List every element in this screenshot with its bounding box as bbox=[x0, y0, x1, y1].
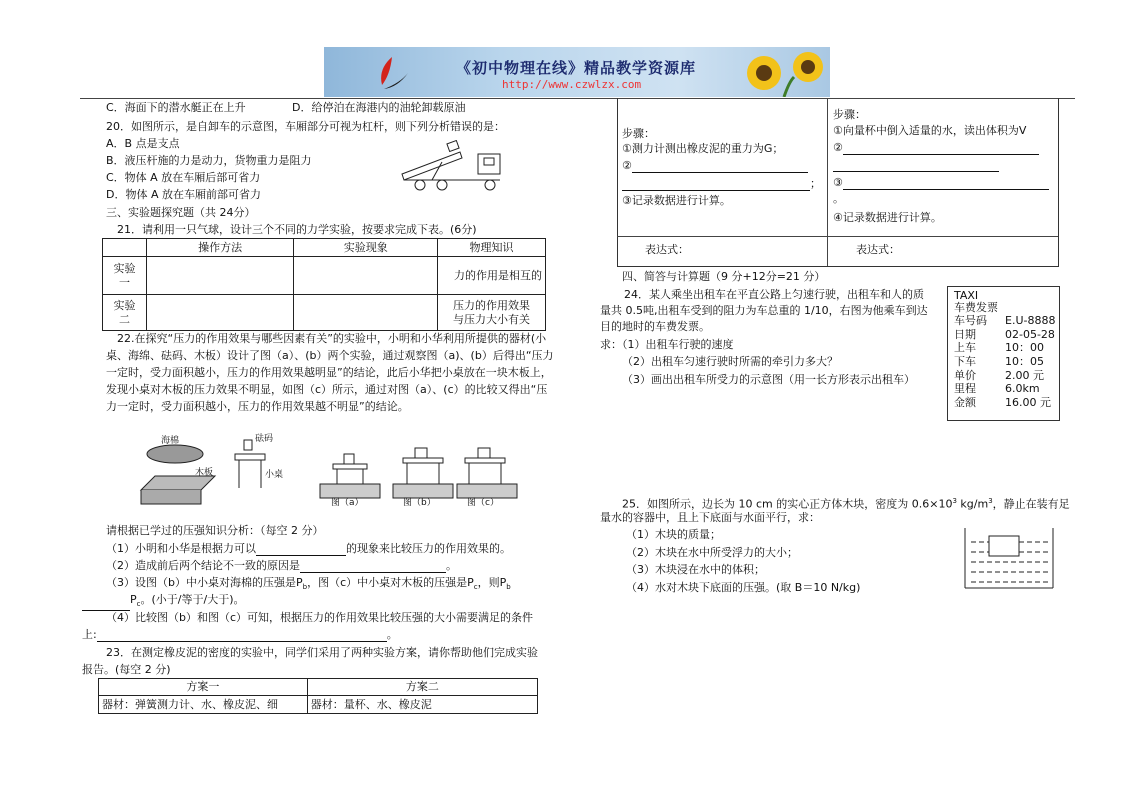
receipt-value: 6.0km bbox=[1005, 382, 1040, 395]
plan1-expression: 表达式： bbox=[645, 243, 689, 256]
q24-text-line: 求：（1）出租车行驶的速度 bbox=[600, 338, 734, 351]
plan2-step1: ①向量杯中倒入适量的水，读出体积为V bbox=[833, 124, 1027, 137]
q22-text-line: 力一定时，受力面积越小，压力的作用效果越不明显”的结论。 bbox=[106, 400, 409, 413]
blank-field[interactable] bbox=[256, 544, 346, 556]
q23-text-line: 23．在测定橡皮泥的密度的实验中，同学们采用了两种实验方案，请你帮助他们完成实验 bbox=[106, 646, 538, 659]
receipt-key: 里程 bbox=[954, 382, 976, 395]
q22-sub3: （3）设图（b）中小桌对海棉的压强是$P_b$，图（c）中小桌对木板的压强是$P_c$，则$P_b$ bbox=[106, 576, 511, 592]
blank-field[interactable] bbox=[843, 178, 1049, 190]
q21-knowledge-cell: 压力的作用效果 与压力大小有关 bbox=[438, 295, 546, 331]
q23-table bbox=[98, 678, 538, 714]
q21-method-cell[interactable] bbox=[146, 295, 294, 331]
receipt-value: 10：05 bbox=[1005, 355, 1044, 368]
q20-option-b: B．液压杆施的力是动力，货物重力是阻力 bbox=[106, 154, 312, 167]
plan1-step3: ③记录数据进行计算。 bbox=[622, 194, 731, 207]
q21-stem: 21．请利用一只气球，设计三个不同的力学实验，按要求完成下表。(6分) bbox=[117, 223, 477, 236]
plan1-steps-label: 步骤： bbox=[622, 127, 655, 140]
sunflower-icon bbox=[734, 47, 830, 97]
plan2-expression: 表达式： bbox=[856, 243, 900, 256]
q25-item: （3）木块浸在水中的体积； bbox=[626, 563, 765, 576]
blank-field[interactable] bbox=[833, 160, 999, 172]
q24-text-line: （3）画出出租车所受力的示意图（用一长方形表示出租车） bbox=[622, 373, 915, 386]
label-weight: 砝码 bbox=[255, 434, 274, 444]
q21-phenomenon-cell[interactable] bbox=[294, 257, 438, 295]
q24-text-line: 24．某人乘坐出租车在平直公路上匀速行驶，出租车和人的质 bbox=[624, 288, 924, 301]
plan2-step3-end: 。 bbox=[833, 192, 844, 205]
section-3-title: 三、实验题探究题（共 24分） bbox=[106, 206, 256, 219]
q19-option-d: D．给停泊在海港内的油轮卸载原油 bbox=[292, 101, 466, 114]
receipt-value: E.U-8888 bbox=[1005, 314, 1056, 327]
receipt-value: 10：00 bbox=[1005, 341, 1044, 354]
q21-row-label: 实验 一 bbox=[103, 257, 147, 295]
q22-sub2: （2）造成前后两个结论不一致的原因是 。 bbox=[106, 559, 457, 572]
q25-text-line: 量水的容器中，且上下底面与水面平行，求： bbox=[600, 511, 820, 524]
plan1-step2: ② bbox=[622, 159, 808, 173]
plan1-header: 方案一 bbox=[99, 679, 308, 696]
plan1-equipment: 器材：弹簧测力计、水、橡皮泥、细 bbox=[99, 696, 308, 714]
blank-field[interactable] bbox=[632, 161, 808, 173]
blank-field[interactable] bbox=[843, 143, 1039, 155]
q22-sub3-cont: $P_c$。(小于/等于/大于)。 bbox=[82, 593, 245, 611]
container-figure bbox=[963, 526, 1055, 590]
plan2-header: 方案二 bbox=[307, 679, 537, 696]
q20-option-d: D．物体 A 放在车厢前部可省力 bbox=[106, 188, 261, 201]
q22-figure bbox=[135, 432, 520, 512]
receipt-key: 单价 bbox=[954, 369, 976, 382]
q21-method-cell[interactable] bbox=[146, 257, 294, 295]
q22-text-line: 发现小桌对木板的压力效果不明显，如图（c）所示，通过对图（a）、(c）的比较又得出“压 bbox=[106, 383, 548, 396]
label-fig-c: 图（c） bbox=[467, 498, 499, 508]
q22-text-line: 22.在探究“压力的作用效果与哪些因素有关”的实验中，小明和小华利用所提供的器材(小 bbox=[117, 332, 547, 345]
receipt-value: 02-05-28 bbox=[1005, 328, 1055, 341]
plan2-steps-label: 步骤： bbox=[833, 108, 866, 121]
q22-sub4-cont: 上: 。 bbox=[82, 628, 398, 641]
plan2-equipment: 器材：量杯、水、橡皮泥 bbox=[307, 696, 537, 714]
q21-row-label: 实验 二 bbox=[103, 295, 147, 331]
q19-option-c: C．海面下的潜水艇正在上升 bbox=[106, 101, 246, 114]
q20-option-c: C．物体 A 放在车厢后部可省力 bbox=[106, 171, 261, 184]
section-4-title: 四、简答与计算题（9 分+12分=21 分） bbox=[622, 270, 826, 283]
q24-text-line: 量共 0.5吨,出租车受到的阻力为车总重的 1/10，右图为他乘车到达 bbox=[600, 304, 928, 317]
banner-url[interactable]: http://www.czwlzx.com bbox=[502, 78, 642, 91]
blank-field[interactable] bbox=[97, 630, 387, 642]
q20-option-a: A．B 点是支点 bbox=[106, 137, 180, 150]
q22-analysis: 请根据已学过的压强知识分析：（每空 2 分） bbox=[106, 524, 324, 537]
label-fig-b: 图（b） bbox=[403, 498, 436, 508]
receipt-key: 日期 bbox=[954, 328, 976, 341]
q25-item: （4）水对木块下底面的压强。(取 B＝10 N/kg) bbox=[626, 581, 861, 594]
q21-table bbox=[102, 238, 546, 331]
plan2-step3: ③ bbox=[833, 176, 1049, 190]
header-banner bbox=[324, 47, 830, 97]
q22-sub1: （1）小明和小华是根据力可以 的现象来比较压力的作用效果的。 bbox=[106, 542, 511, 555]
receipt-title: TAXI bbox=[954, 289, 979, 302]
taxi-receipt bbox=[947, 286, 1060, 421]
q25-item: （1）木块的质量； bbox=[626, 528, 721, 541]
label-table: 小桌 bbox=[265, 470, 284, 480]
divider bbox=[617, 236, 1058, 237]
plan1-step1: ①测力计测出橡皮泥的重力为G； bbox=[622, 142, 784, 155]
q21-header-method: 操作方法 bbox=[146, 239, 294, 257]
q20-stem: 20．如图所示，是自卸车的示意图，车厢部分可视为杠杆，则下列分析错误的是： bbox=[106, 120, 505, 133]
q25-item: （2）木块在水中所受浮力的大小； bbox=[626, 546, 798, 559]
receipt-key: 上车 bbox=[954, 341, 976, 354]
label-board: 木板 bbox=[195, 468, 214, 478]
q22-text-line: 一定时，受力面积越小，压力的作用效果越明显”的结论，此后小华把小桌放在一块木板上， bbox=[106, 366, 552, 379]
q21-phenomenon-cell[interactable] bbox=[294, 295, 438, 331]
receipt-subtitle: 车费发票 bbox=[954, 301, 998, 314]
q21-header-knowledge: 物理知识 bbox=[438, 239, 546, 257]
plan1-step2-cont: ； bbox=[622, 177, 821, 191]
receipt-value: 2.00 元 bbox=[1005, 369, 1044, 382]
receipt-key: 车号码 bbox=[954, 314, 987, 327]
q21-knowledge-cell: 力的作用是相互的 bbox=[438, 257, 546, 295]
q24-text-line: 目的地时的车费发票。 bbox=[600, 320, 710, 333]
blank-field[interactable] bbox=[82, 599, 130, 611]
plan2-step2: ② bbox=[833, 141, 1039, 155]
blank-field[interactable] bbox=[622, 179, 810, 191]
receipt-key: 金额 bbox=[954, 396, 976, 409]
blank-field[interactable] bbox=[300, 561, 446, 573]
q25-text-line: 25．如图所示，边长为 10 cm 的实心正方体木块，密度为 $0.6\times 10^3$ $kg/m^3$，静止在装有足 bbox=[622, 497, 1070, 511]
q21-header-phenomenon: 实验现象 bbox=[294, 239, 438, 257]
plan2-step4: ④记录数据进行计算。 bbox=[833, 211, 942, 224]
q22-sub4: （4）比较图（b）和图（c）可知，根据压力的作用效果比较压强的大小需要满足的条件 bbox=[106, 611, 534, 624]
logo-icon bbox=[370, 53, 412, 93]
q22-text-line: 桌、海绵、砝码、木板）设计了图（a）、(b）两个实验，通过观察图（a)、(b）后得出“压力 bbox=[106, 349, 554, 362]
dump-truck-figure bbox=[398, 140, 508, 192]
divider bbox=[827, 98, 828, 266]
plan2-step2-cont bbox=[833, 158, 999, 172]
receipt-value: 16.00 元 bbox=[1005, 396, 1051, 409]
receipt-key: 下车 bbox=[954, 355, 976, 368]
label-sponge: 海棉 bbox=[161, 436, 180, 446]
banner-title: 《初中物理在线》精品教学资源库 bbox=[456, 59, 697, 77]
label-fig-a: 图（a） bbox=[331, 498, 364, 508]
q24-text-line: （2）出租车匀速行驶时所需的牵引力多大？ bbox=[622, 355, 838, 368]
q23-text-line: 报告。(每空 2 分) bbox=[82, 663, 171, 676]
